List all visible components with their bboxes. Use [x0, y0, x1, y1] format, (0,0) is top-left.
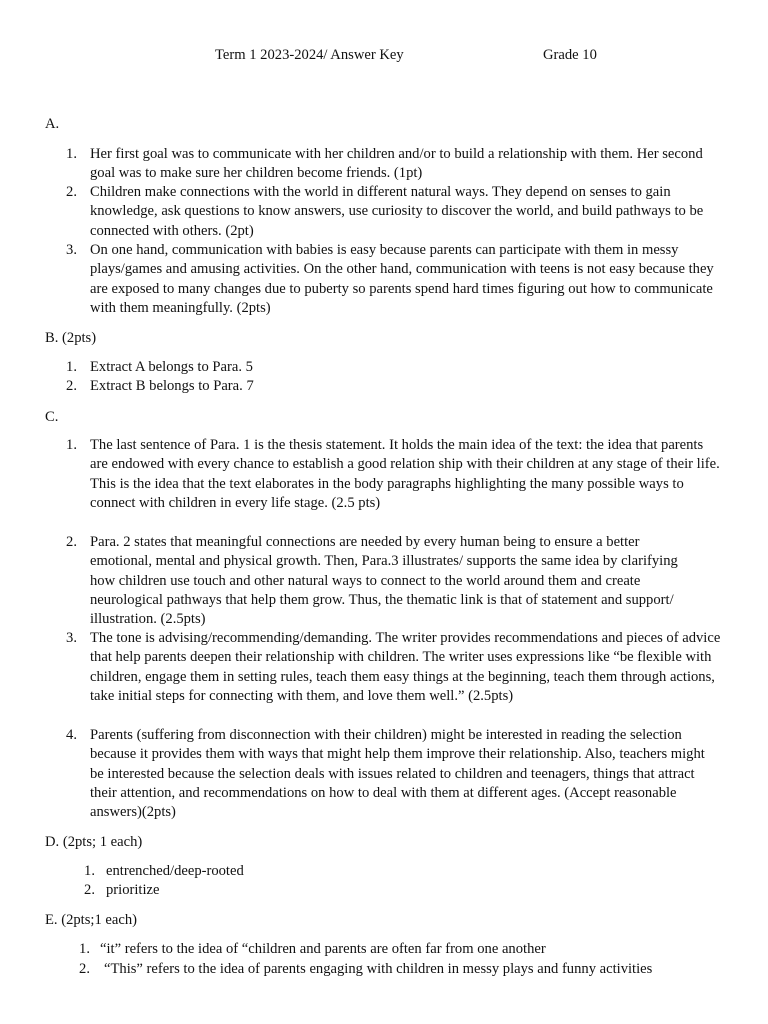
section-a-label: A.: [45, 116, 60, 132]
grade-label: Grade 10: [543, 47, 597, 63]
item-number: 2.: [66, 378, 77, 394]
item-text: On one hand, communication with babies is easy because parents can participate with them in messy plays/games and amusing activities. On the other hand, communication with teens is not easy because they are exposed to many changes due to puberty so parents spend hard times figuring out how to communicate with them meaningfully. (2pts): [90, 242, 714, 316]
item-text: Extract A belongs to Para. 5: [90, 359, 253, 375]
section-d-label: D. (2pts; 1 each): [45, 834, 143, 850]
section-e-label: E. (2pts;1 each): [45, 912, 137, 928]
item-number: 1.: [66, 359, 77, 375]
item-number: 2.: [66, 534, 77, 550]
item-text: Children make connections with the world in different natural ways. They depend on senses to gain knowledge, ask questions to know answers, use curiosity to discover the world, and build pathways to be connected with others. (2pt): [90, 184, 704, 239]
item-text: Extract B belongs to Para. 7: [90, 378, 254, 394]
item-number: 1.: [84, 863, 95, 879]
item-number: 1.: [79, 941, 90, 957]
item-text: Parents (suffering from disconnection with their children) might be interested in reading the selection because it provides them with ways that might help them improve their relationship. Also, teachers might be interested because the selection deals with issues related to children and teenagers, things that attract their attention, and recommendations on how to deal with them at different ages. (Accept reasonable answers)(2pts): [90, 727, 705, 821]
item-text: “This” refers to the idea of parents engaging with children in messy plays and funny activities: [104, 961, 653, 977]
document-title: Term 1 2023-2024/ Answer Key: [215, 47, 404, 63]
item-text: The last sentence of Para. 1 is the thesis statement. It holds the main idea of the text: the idea that parents are endowed with every chance to establish a good relation ship with their children at any stage of their life. This is the idea that the text elaborates in the body paragraphs highlighting the many possible ways to connect with children in every life stage. (2.5 pts): [90, 437, 720, 511]
item-number: 1.: [66, 437, 77, 453]
item-number: 4.: [66, 727, 77, 743]
item-number: 1.: [66, 146, 77, 162]
item-text: entrenched/deep-rooted: [106, 863, 244, 879]
item-number: 3.: [66, 630, 77, 646]
item-number: 2.: [79, 961, 90, 977]
item-text: “it” refers to the idea of “children and parents are often far from one another: [100, 941, 546, 957]
item-number: 2.: [66, 184, 77, 200]
item-text: The tone is advising/recommending/demanding. The writer provides recommendations and pieces of advice that help parents deepen their relationship with children. The writer uses expressions like “be flexible with children, engage them in setting rules, teach them easy things at the beginning, teach them through actions, take initial steps for connecting with them, and love them well.” (2.5pts): [90, 630, 721, 704]
item-text: prioritize: [106, 882, 160, 898]
item-text: Para. 2 states that meaningful connections are needed by every human being to ensure a better emotional, mental and physical growth. Then, Para.3 illustrates/ supports the same idea by clarifying how children use touch and other natural ways to connect to the world around them and create neurological pathways that help them grow. Thus, the thematic link is that of statement and support/ illustration. (2.5pts): [90, 534, 678, 628]
section-b-label: B. (2pts): [45, 330, 97, 346]
section-c-label: C.: [45, 409, 59, 425]
item-number: 3.: [66, 242, 77, 258]
item-text: Her first goal was to communicate with her children and/or to build a relationship with them. Her second goal was to make sure her children become friends. (1pt): [90, 146, 703, 182]
item-number: 2.: [84, 882, 95, 898]
